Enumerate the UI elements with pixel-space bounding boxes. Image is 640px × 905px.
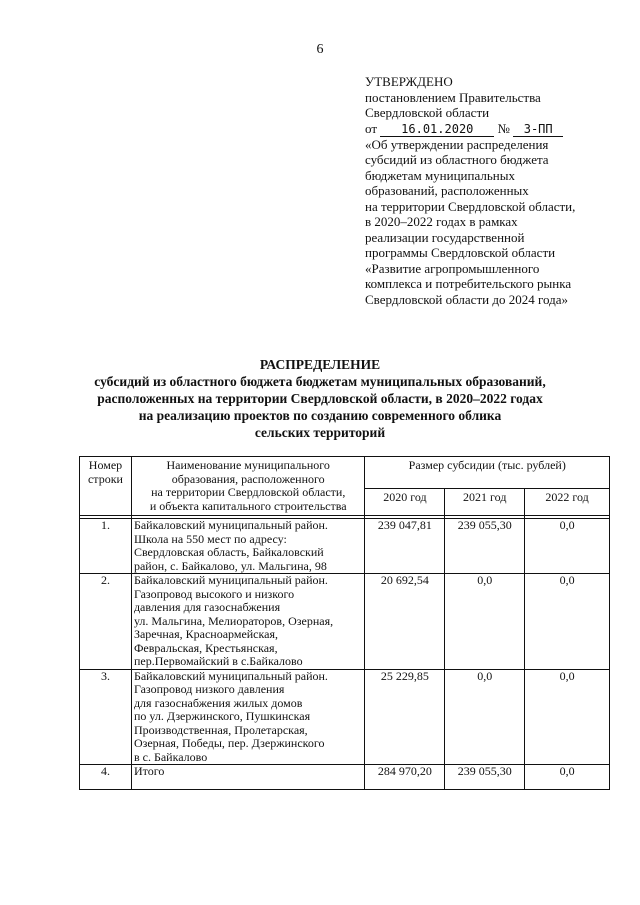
table-row: [80, 669, 610, 765]
heading-line: сельских территорий: [254, 425, 386, 440]
heading-line: расположенных на территории Свердловской области, в 2020–2022 годах: [97, 391, 543, 406]
approval-subject: бюджетам муниципальных: [365, 167, 515, 183]
page-number: 6: [316, 42, 324, 57]
approval-line: Свердловской области: [365, 105, 490, 120]
approval-subject: на территории Свердловской области,: [365, 198, 576, 214]
heading-line: субсидий из областного бюджета бюджетам муниципальных образований,: [94, 374, 546, 389]
approval-block: [365, 74, 615, 307]
approval-date: 16.01.2020: [380, 123, 494, 137]
header-name: Наименование муниципального образования, расположенного на территории Свердловской области, и объекта капитального строительства: [131, 457, 365, 516]
row-value-2022: 0,0: [525, 669, 610, 765]
row-value-2022: 0,0: [525, 765, 610, 790]
header-year-2020: 2020 год: [365, 488, 445, 515]
row-value-2020: 25 229,85: [365, 669, 445, 765]
row-value-2022: 0,0: [525, 574, 610, 670]
approval-subject: реализации государственной: [365, 229, 525, 245]
row-value-2021: 0,0: [445, 669, 525, 765]
row-value-2020: 20 692,54: [365, 574, 445, 670]
approval-date-line: [365, 121, 615, 137]
subsidy-table: [79, 456, 610, 790]
heading-title: РАСПРЕДЕЛЕНИЕ: [259, 357, 381, 372]
approval-number-sign: №: [497, 120, 510, 136]
row-value-2022: 0,0: [525, 519, 610, 574]
row-name: Байкаловский муниципальный район. Газопровод низкого давления для газоснабжения жилых домов по ул. Дзержинского, Пушкинская Производственная, Пролетарская, Озерная, Победы, пер. Дзержинского в с. Байкалово: [131, 669, 365, 765]
approval-number: 3-ПП: [513, 123, 563, 137]
table-row: [80, 574, 610, 670]
approval-subject: комплекса и потребительского рынка: [365, 276, 572, 291]
row-value-2020: 239 047,81: [365, 519, 445, 574]
header-year-2022: 2022 год: [525, 488, 610, 515]
heading-line: на реализацию проектов по созданию современного облика: [138, 408, 502, 423]
row-number: 1.: [80, 519, 132, 574]
header-amount: Размер субсидии (тыс. рублей): [365, 457, 610, 489]
header-year-2021: 2021 год: [445, 488, 525, 515]
row-value-2020: 284 970,20: [365, 765, 445, 790]
approval-subject: «Об утверждении распределения: [365, 136, 549, 152]
header-row-number: Номер строки: [80, 457, 132, 516]
approval-ot: от: [365, 120, 378, 136]
row-name: Байкаловский муниципальный район. Школа на 550 мест по адресу: Свердловская область, Байкаловский район, с. Байкалово, ул. Мальгина, 98: [131, 519, 365, 574]
row-name: Итого: [131, 765, 365, 790]
approval-subject: Свердловской области до 2024 года»: [365, 291, 568, 307]
table-row: [80, 519, 610, 574]
row-name: Байкаловский муниципальный район. Газопровод высокого и низкого давления для газоснабжения ул. Мальгина, Мелиораторов, Озерная, Заречная, Красноармейская, Февральская, Крестьянская, пер.Первомайский в с.Байкалово: [131, 574, 365, 670]
table-row-total: [80, 765, 610, 790]
row-value-2021: 239 055,30: [445, 765, 525, 790]
approval-subject: субсидий из областного бюджета: [365, 152, 549, 167]
approval-line: постановлением Правительства: [365, 89, 541, 105]
row-number: 4.: [80, 765, 132, 790]
document-heading: [0, 356, 640, 441]
row-number: 2.: [80, 574, 132, 670]
approval-subject: образований, расположенных: [365, 183, 529, 198]
row-value-2021: 239 055,30: [445, 519, 525, 574]
approval-subject: в 2020–2022 годах в рамках: [365, 214, 518, 229]
approval-subject: «Развитие агропромышленного: [365, 260, 540, 276]
row-value-2021: 0,0: [445, 574, 525, 670]
approval-subject: программы Свердловской области: [365, 245, 556, 260]
approval-title: УТВЕРЖДЕНО: [365, 74, 453, 89]
row-number: 3.: [80, 669, 132, 765]
